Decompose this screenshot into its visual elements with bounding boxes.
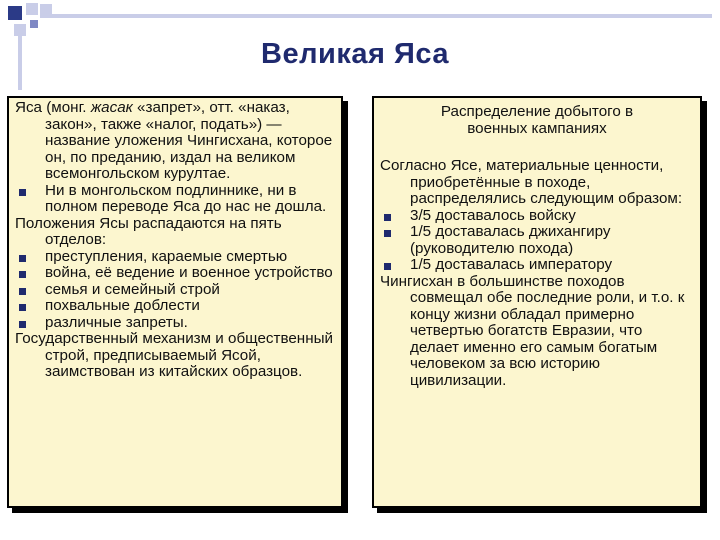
list-item: 1/5 доставалась императору — [380, 257, 694, 274]
intro-paragraph: Яса (монг. жасак «запрет», отт. «наказ, закон», также «налог, подать») — название уложения Чингисхана, которое он, по преданию, издал на великом всемонгольском курултае. — [15, 99, 333, 182]
bullet-square-icon — [19, 189, 26, 196]
bullet-square-icon — [19, 304, 26, 311]
slide-title: Великая Яса — [261, 38, 449, 70]
term-yasa: Яса — [15, 99, 43, 116]
distribution-paragraph: Согласно Ясе, материальные ценности, приобретённые в походе, распределялись следующим образом: — [380, 157, 683, 207]
list-item: 3/5 доставалось войску — [380, 208, 694, 225]
bullet-square-icon — [19, 255, 26, 262]
list-item: 1/5 доставалась джихангиру (руководителю похода) — [380, 224, 694, 257]
bullet-square-icon — [384, 263, 391, 270]
bullet-square-icon — [19, 321, 26, 328]
bullet-square-icon — [19, 271, 26, 278]
italic-term: жасак — [90, 99, 133, 116]
bullet-square-icon — [19, 288, 26, 295]
right-heading: Распределение добытого в военных кампаниях — [440, 103, 634, 137]
genghis-paragraph: Чингисхан в большинстве походов совмещал обе последние роли, и т.о. к концу жизни обладал примерно четвертью богатств Евразии, что делает именно его самым богатым человеком за всю историю цивилизации. — [380, 272, 685, 389]
bullet-square-icon — [384, 230, 391, 237]
left-text-box — [7, 96, 343, 508]
right-text-box — [372, 96, 702, 508]
list-item: семья и семейный строй — [15, 282, 335, 299]
list-item: преступления, караемые смертью — [15, 249, 335, 266]
list-item: война, её ведение и военное устройство — [15, 265, 335, 282]
list-item: похвальные доблести — [15, 298, 335, 315]
list-item: различные запреты. — [15, 315, 335, 332]
list-item: Ни в монгольском подлиннике, ни в полном переводе Яса до нас не дошла. — [15, 183, 335, 216]
decor-square-dark — [8, 6, 22, 20]
state-paragraph: Государственный механизм и общественный строй, предписываемый Ясой, заимствован из китайских образцов. — [15, 330, 333, 380]
sections-paragraph: Положения Ясы распадаются на пять отделов: — [15, 214, 282, 248]
decor-side-bar — [18, 30, 22, 90]
decor-square-light — [26, 3, 38, 15]
decor-top-bar — [40, 14, 712, 18]
decor-square-mid — [30, 20, 38, 28]
bullet-square-icon — [384, 214, 391, 221]
